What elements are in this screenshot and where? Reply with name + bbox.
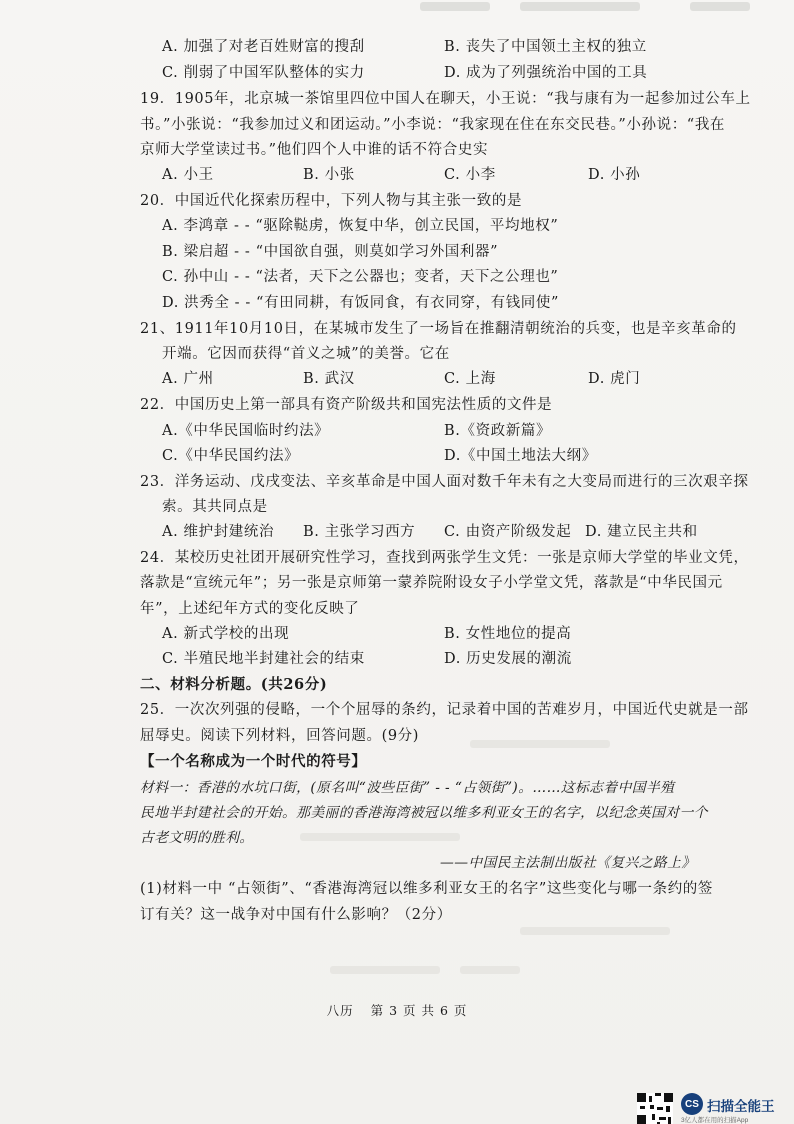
q22-stem: 22．中国历史上第一部具有资产阶级共和国宪法性质的文件是 bbox=[140, 397, 553, 413]
q21-option-c: C. 上海 bbox=[444, 371, 496, 387]
q25-material-line-2: 民地半封建社会的开始。那美丽的香港海湾被冠以维多利亚女王的名字，以纪念英国对一个 bbox=[140, 805, 708, 821]
q21-option-a: A. 广州 bbox=[162, 371, 214, 387]
q18-option-d: D. 成为了列强统治中国的工具 bbox=[444, 65, 648, 81]
q19-option-d: D. 小孙 bbox=[588, 167, 641, 183]
q23-option-a: A. 维护封建统治 bbox=[162, 524, 275, 540]
q19-option-c: C. 小李 bbox=[444, 167, 496, 183]
q23-option-d: D. 建立民主共和 bbox=[585, 524, 698, 540]
q25-material-source: ——中国民主法制出版社《复兴之路上》 bbox=[440, 855, 696, 871]
q19-stem-line-1: 19．1905年，北京城一茶馆里四位中国人在聊天，小王说：“我与康有为一起参加过公车上 bbox=[140, 91, 751, 107]
q21-option-b: B. 武汉 bbox=[303, 371, 355, 387]
q20-stem: 20．中国近代化探索历程中，下列人物与其主张一致的是 bbox=[140, 193, 523, 209]
scan-edge-marks bbox=[0, 0, 794, 18]
camscanner-name: 扫描全能王 bbox=[707, 1099, 775, 1114]
q23-option-c: C. 由资产阶级发起 bbox=[444, 524, 572, 540]
q25-question-line-2: 订有关？这一战争对中国有什么影响？（2分） bbox=[140, 907, 452, 923]
q24-stem-line-2: 落款是“宣统元年”；另一张是京师第一蒙养院附设女子小学堂文凭，落款是“中华民国元 bbox=[140, 575, 723, 591]
q23-option-b: B. 主张学习西方 bbox=[303, 524, 416, 540]
q18-option-a: A. 加强了对老百姓财富的搜刮 bbox=[162, 39, 365, 55]
footer-subject: 八历 bbox=[326, 1003, 354, 1018]
q24-option-b: B. 女性地位的提高 bbox=[444, 626, 572, 642]
camscanner-tagline: 3亿人都在用的扫描App bbox=[681, 1117, 749, 1124]
q20-option-d: D. 洪秀全 - - “有田同耕，有饭同食，有衣同穿，有钱同使” bbox=[162, 295, 559, 311]
section-2-heading: 二、材料分析题。(共26分) bbox=[140, 676, 328, 693]
q22-option-d: D.《中国土地法大纲》 bbox=[444, 448, 597, 464]
q22-option-c: C.《中华民国约法》 bbox=[162, 448, 300, 464]
q19-option-a: A. 小王 bbox=[162, 167, 214, 183]
q20-option-c: C. 孙中山 - - “法者，天下之公器也；变者，天下之公理也” bbox=[162, 269, 559, 285]
q25-stem-line-2: 屈辱史。阅读下列材料，回答问题。(9分) bbox=[140, 728, 420, 744]
bleed-mark bbox=[300, 833, 460, 841]
q24-stem-line-3: 年”，上述纪年方式的变化反映了 bbox=[140, 601, 360, 617]
q25-material-line-1: 材料一：香港的水坑口街，(原名叫“波些臣街” - - “占领街”)。……这标志着中国半殖 bbox=[140, 780, 675, 796]
q25-subtitle: 【一个名称成为一个时代的符号】 bbox=[140, 753, 367, 770]
q19-stem-line-2: 书。”小张说：“我参加过义和团运动。”小李说：“我家现在住在东交民巷。”小孙说：“我在 bbox=[140, 117, 726, 133]
q23-stem-line-2: 索。其共同点是 bbox=[162, 499, 268, 515]
bleed-mark bbox=[520, 927, 670, 935]
camscanner-logo-icon: CS bbox=[681, 1093, 703, 1115]
bleed-mark bbox=[330, 966, 440, 974]
footer-page-number: 第 3 页 共 6 页 bbox=[370, 1003, 468, 1018]
q20-option-b: B. 梁启超 - - “中国欲自强，则莫如学习外国利器” bbox=[162, 244, 499, 260]
q25-material-line-3: 古老文明的胜利。 bbox=[140, 830, 254, 846]
q25-stem-line-1: 25．一次次列强的侵略，一个个屈辱的条约，记录着中国的苦难岁月，中国近代史就是一部 bbox=[140, 702, 749, 718]
q22-option-b: B.《资政新篇》 bbox=[444, 423, 552, 439]
q22-option-a: A.《中华民国临时约法》 bbox=[162, 423, 330, 439]
q21-stem-line-2: 开端。它因而获得“首义之城”的美誉。它在 bbox=[162, 346, 450, 362]
q19-stem-line-3: 京师大学堂读过书。”他们四个人中谁的话不符合史实 bbox=[140, 142, 489, 158]
bleed-mark bbox=[470, 740, 610, 748]
q18-option-c: C. 削弱了中国军队整体的实力 bbox=[162, 65, 365, 81]
q20-option-a: A. 李鸿章 - - “驱除鞑虏，恢复中华，创立民国，平均地权” bbox=[162, 218, 559, 234]
q19-option-b: B. 小张 bbox=[303, 167, 355, 183]
q18-option-b: B. 丧失了中国领土主权的独立 bbox=[444, 39, 647, 55]
q24-option-c: C. 半殖民地半封建社会的结束 bbox=[162, 651, 365, 667]
q24-option-d: D. 历史发展的潮流 bbox=[444, 651, 572, 667]
q24-option-a: A. 新式学校的出现 bbox=[162, 626, 290, 642]
qr-code-icon bbox=[637, 1093, 673, 1124]
page-footer bbox=[0, 1001, 794, 1019]
bleed-mark bbox=[460, 966, 520, 974]
q23-stem-line-1: 23．洋务运动、戊戌变法、辛亥革命是中国人面对数千年未有之大变局而进行的三次艰辛探 bbox=[140, 474, 749, 490]
q24-stem-line-1: 24．某校历史社团开展研究性学习，查找到两张学生文凭：一张是京师大学堂的毕业文凭， bbox=[140, 550, 749, 566]
q25-question-line-1: (1)材料一中 “占领街”、“香港海湾冠以维多利亚女王的名字”这些变化与哪一条约的签 bbox=[140, 881, 713, 897]
q21-stem-line-1: 21、1911年10月10日，在某城市发生了一场旨在推翻清朝统治的兵变，也是辛亥革命的 bbox=[140, 321, 737, 337]
q21-option-d: D. 虎门 bbox=[588, 371, 641, 387]
